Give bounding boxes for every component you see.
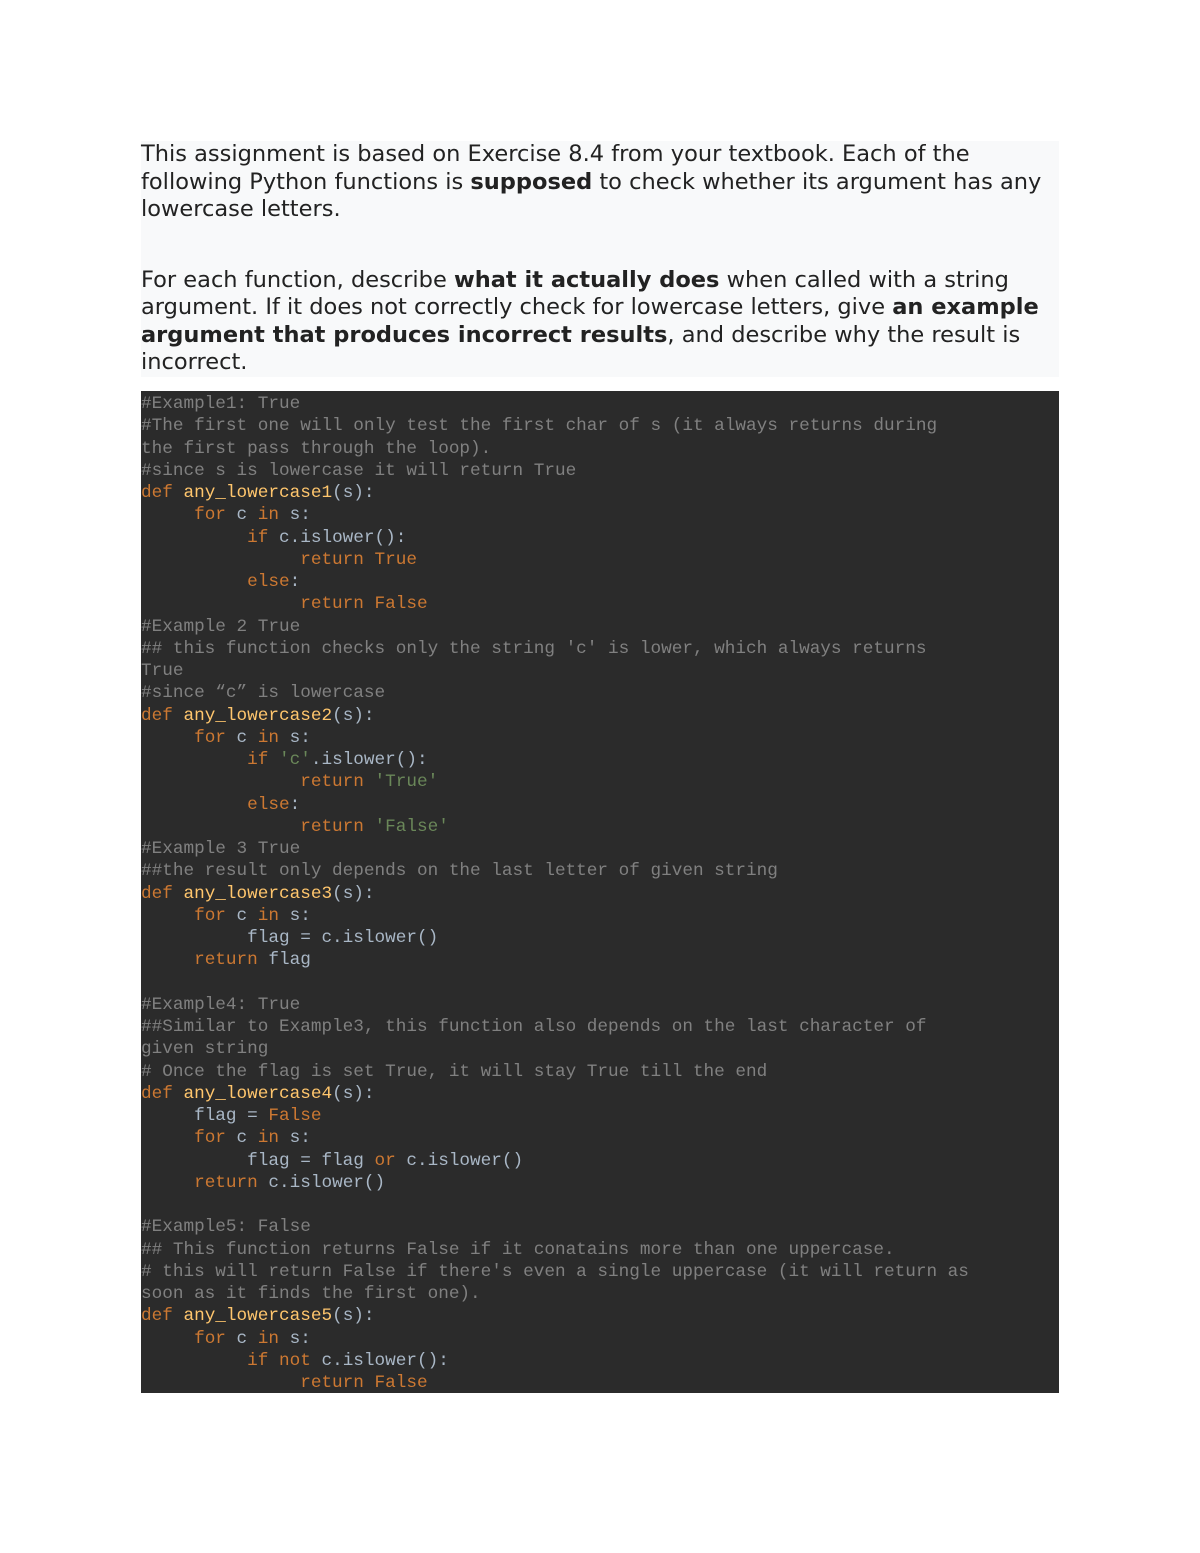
- code-token: [141, 772, 300, 792]
- code-token: [141, 1173, 194, 1193]
- code-token: if: [247, 527, 279, 548]
- code-line: [141, 927, 1059, 949]
- code-token: [141, 1373, 300, 1393]
- code-token: [141, 1128, 194, 1148]
- code-line: [141, 438, 1059, 460]
- code-token: soon as it finds the first one).: [141, 1284, 481, 1304]
- code-token: s:: [289, 905, 311, 926]
- code-block: [141, 391, 1059, 1393]
- code-token: c.islower(): [406, 1150, 524, 1171]
- code-line: [141, 616, 1059, 638]
- code-token: in: [257, 727, 290, 748]
- code-token: for: [194, 1128, 237, 1149]
- code-token: #Example 3 True: [141, 839, 301, 859]
- code-line: [141, 1239, 1059, 1261]
- code-token: any_lowercase5: [183, 1306, 333, 1327]
- code-token: in: [257, 505, 290, 526]
- code-token: [141, 750, 247, 770]
- code-token: ##Similar to Example3, this function also depends on the last character of: [141, 1017, 927, 1037]
- code-line: [141, 549, 1059, 571]
- code-token: any_lowercase2: [183, 705, 333, 726]
- code-token: in: [257, 1128, 290, 1149]
- instructions-bold-text: what it actually does: [453, 266, 720, 293]
- code-token: c: [236, 1328, 258, 1349]
- code-token: [141, 1351, 247, 1371]
- assignment-instructions: [141, 141, 1059, 377]
- instructions-text: This assignment is based on Exercise 8.4 from your textbook. Each of the following Python functions is: [141, 141, 970, 195]
- code-line: [141, 1328, 1059, 1350]
- code-line: [141, 1283, 1059, 1305]
- code-token: # Once the flag is set True, it will stay True till the end: [141, 1061, 768, 1082]
- code-token: in: [257, 905, 290, 926]
- code-token: :: [289, 572, 301, 592]
- code-token: (s):: [332, 1306, 375, 1327]
- code-line: [141, 571, 1059, 593]
- code-line: [141, 838, 1059, 860]
- code-token: [141, 550, 300, 570]
- code-line: [141, 749, 1059, 771]
- code-token: [141, 950, 194, 970]
- code-line: [141, 1016, 1059, 1038]
- code-line: [141, 1194, 1059, 1216]
- code-line: [141, 1061, 1059, 1083]
- code-token: or: [374, 1150, 407, 1171]
- code-line: [141, 482, 1059, 504]
- code-line: [141, 638, 1059, 660]
- code-token: c.islower():: [279, 527, 407, 548]
- code-line: [141, 1372, 1059, 1393]
- code-line: [141, 1105, 1059, 1127]
- code-token: [141, 906, 194, 926]
- code-line: [141, 660, 1059, 682]
- code-token: c: [236, 905, 258, 926]
- code-line: [141, 504, 1059, 526]
- code-line: [141, 1038, 1059, 1060]
- code-token: [141, 1329, 194, 1349]
- code-token: return: [194, 950, 269, 971]
- code-token: ## this function checks only the string 'c' is lower, which always returns: [141, 638, 927, 659]
- code-token: for: [194, 505, 237, 526]
- code-line: [141, 949, 1059, 971]
- code-line: [141, 1172, 1059, 1194]
- code-token: flag =: [141, 1106, 269, 1126]
- code-line: [141, 816, 1059, 838]
- code-token: #since “c” is lowercase: [141, 683, 386, 704]
- code-line: [141, 527, 1059, 549]
- code-line: [141, 1083, 1059, 1105]
- code-token: s:: [289, 1328, 311, 1349]
- code-token: return: [300, 772, 375, 793]
- code-token: s:: [289, 505, 311, 526]
- code-line: [141, 860, 1059, 882]
- code-line: [141, 415, 1059, 437]
- code-token: else: [247, 572, 290, 592]
- code-token: [141, 817, 300, 837]
- instructions-bold-text: supposed: [470, 168, 593, 195]
- code-token: flag = flag: [141, 1150, 375, 1171]
- code-token: def: [141, 1306, 184, 1327]
- code-token: c.islower():: [321, 1350, 449, 1371]
- code-token: # this will return False if there's even a single uppercase (it will return as: [141, 1261, 969, 1282]
- code-token: for: [194, 1328, 237, 1349]
- code-line: [141, 393, 1059, 415]
- code-line: [141, 905, 1059, 927]
- code-token: #since s is lowercase it will return True: [141, 460, 577, 481]
- code-token: in: [257, 1328, 290, 1349]
- code-token: return False: [300, 1373, 428, 1393]
- code-token: #Example5: False: [141, 1217, 311, 1238]
- code-token: c: [236, 727, 258, 748]
- code-token: #Example4: True: [141, 994, 301, 1015]
- code-token: return True: [300, 549, 417, 570]
- code-token: False: [268, 1106, 322, 1126]
- code-line: [141, 1216, 1059, 1238]
- code-token: ##the result only depends on the last letter of given string: [141, 861, 778, 882]
- code-token: 'False': [374, 816, 449, 837]
- code-token: def: [141, 705, 184, 726]
- code-token: def: [141, 883, 184, 904]
- code-token: flag: [268, 950, 311, 971]
- code-token: [141, 728, 194, 748]
- code-token: [141, 594, 300, 614]
- code-token: flag = c.islower(): [141, 928, 439, 948]
- code-line: [141, 972, 1059, 994]
- code-token: any_lowercase4: [183, 1083, 333, 1104]
- code-line: [141, 1150, 1059, 1172]
- code-line: [141, 593, 1059, 615]
- code-token: [141, 795, 247, 815]
- code-line: [141, 883, 1059, 905]
- code-token: for: [194, 905, 237, 926]
- code-line: [141, 1350, 1059, 1372]
- code-line: [141, 1305, 1059, 1327]
- code-line: [141, 1261, 1059, 1283]
- code-line: [141, 1127, 1059, 1149]
- code-token: #The first one will only test the first char of s (it always returns during: [141, 416, 938, 437]
- code-line: [141, 460, 1059, 482]
- code-token: [141, 528, 247, 548]
- code-token: s:: [289, 727, 311, 748]
- instructions-text: when called with a string argument. If it does not correctly check for lowercase letters, give: [141, 266, 1009, 320]
- code-token: the first pass through the loop).: [141, 438, 492, 459]
- code-token: :: [289, 794, 301, 815]
- instructions-text: to check whether its argument has any lowercase letters.: [141, 168, 1042, 222]
- code-token: def: [141, 483, 184, 503]
- code-token: (s):: [332, 1083, 375, 1104]
- code-line: [141, 794, 1059, 816]
- code-token: (s):: [332, 483, 375, 503]
- code-line: [141, 727, 1059, 749]
- code-token: return: [300, 816, 375, 837]
- code-token: s:: [289, 1128, 311, 1149]
- code-token: return: [194, 1172, 269, 1193]
- code-token: if not: [247, 1350, 322, 1371]
- instructions-paragraph-2: [141, 267, 1059, 377]
- code-line: [141, 771, 1059, 793]
- code-token: [141, 572, 247, 592]
- code-token: #Example 2 True: [141, 616, 301, 637]
- code-token: True: [141, 661, 184, 681]
- code-token: (s):: [332, 883, 375, 904]
- code-token: def: [141, 1083, 184, 1104]
- code-token: for: [194, 727, 237, 748]
- instructions-bold-text: an example argument that produces incorrect results: [141, 294, 1039, 348]
- code-token: #Example1: True: [141, 394, 301, 414]
- code-token: c.islower(): [268, 1172, 386, 1193]
- code-token: if: [247, 750, 279, 770]
- code-token: (s):: [332, 705, 375, 726]
- code-token: else: [247, 794, 290, 815]
- code-token: 'c': [279, 750, 311, 770]
- instructions-text: , and describe why the result is incorrect.: [141, 321, 1021, 375]
- code-line: [141, 682, 1059, 704]
- code-token: c: [236, 1128, 258, 1149]
- instructions-paragraph-1: [141, 141, 1059, 224]
- code-line: [141, 705, 1059, 727]
- code-token: any_lowercase1: [183, 483, 333, 503]
- code-token: 'True': [374, 772, 439, 793]
- code-token: given string: [141, 1039, 269, 1060]
- code-token: [141, 505, 194, 525]
- code-token: c: [236, 505, 258, 526]
- code-token: .islower():: [310, 750, 428, 770]
- code-token: return False: [300, 594, 428, 615]
- code-line: [141, 994, 1059, 1016]
- instructions-text: For each function, describe: [141, 266, 454, 293]
- code-token: ## This function returns False if it conatains more than one uppercase.: [141, 1239, 895, 1260]
- code-token: any_lowercase3: [183, 883, 333, 904]
